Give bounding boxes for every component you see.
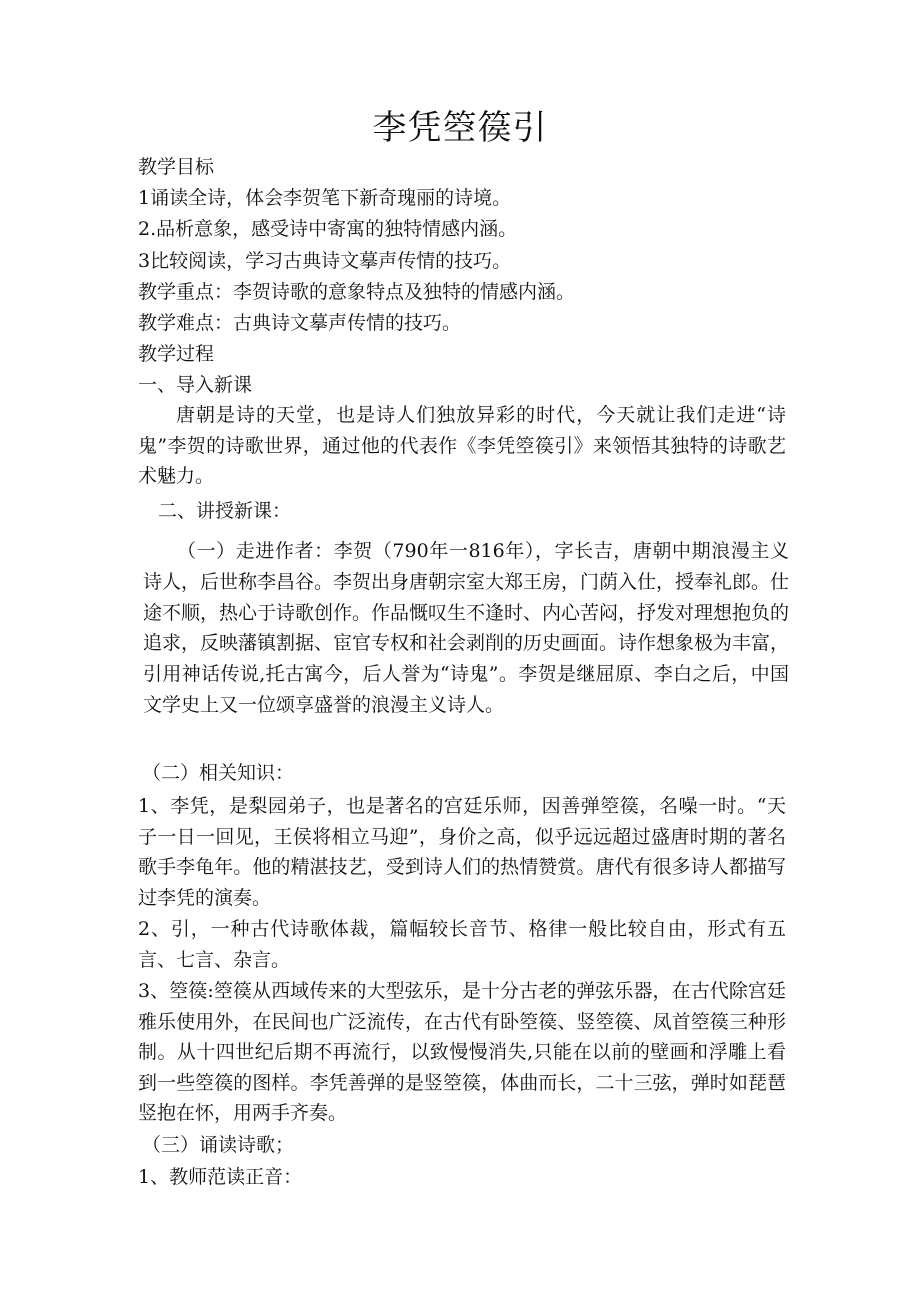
- section2-heading: 二、讲授新课：: [158, 500, 292, 522]
- process-heading: 教学过程: [138, 343, 215, 365]
- section1-body: 唐朝是诗的天堂，也是诗人们独放异彩的时代，今天就让我们走进“诗鬼”李贺的诗歌世界，通过他的代表作《李凭箜篌引》来领悟其独特的诗歌艺术魅力。: [138, 404, 786, 487]
- knowledge-item-3: 3、箜篌:箜篌从西域传来的大型弦乐，是十分古老的弹弦乐器，在古代除宫廷雅乐使用外，在民间也广泛流传，在古代有卧箜篌、竖箜篌、凤首箜篌三种形制。从十四世纪后期不再流行，以致慢慢消失,只能在以前的壁画和浮雕上看到一些箜篌的图样。李凭善弹的是竖箜篌，体曲而长，二十三弦，弹时如琵琶竖抱在怀，用两手齐奏。: [138, 980, 786, 1125]
- knowledge-heading: （二）相关知识：: [142, 762, 295, 784]
- key-point: 教学重点：李贺诗歌的意象特点及独特的情感内涵。: [138, 281, 576, 303]
- recite-step-1: 1、教师范读正音：: [138, 1166, 303, 1188]
- page-title: 李凭箜篌引: [372, 108, 548, 148]
- objective-item-3: 3比较阅读，学习古典诗文摹声传情的技巧。: [138, 250, 512, 272]
- recite-heading: （三）诵读诗歌；: [142, 1134, 295, 1156]
- objective-item-2: 2.品析意象，感受诗中寄寓的独特情感内涵。: [138, 218, 518, 240]
- objectives-heading: 教学目标: [138, 156, 215, 178]
- objective-item-1: 1诵读全诗，体会李贺笔下新奇瑰丽的诗境。: [138, 187, 512, 209]
- section1-heading: 一、导入新课: [138, 374, 253, 396]
- difficult-point: 教学难点：古典诗文摹声传情的技巧。: [138, 312, 462, 334]
- knowledge-item-1: 1、李凭，是梨园弟子，也是著名的宫廷乐师，因善弹箜篌，名噪一时。“天子一日一回见，王侯将相立马迎”，身价之高，似乎远远超过盛唐时期的著名歌手李龟年。他的精湛技艺，受到诗人们的热情赞赏。唐代有很多诗人都描写过李凭的演奏。: [138, 795, 786, 909]
- author-intro: （一）走进作者：李贺（790年一816年），字长吉，唐朝中期浪漫主义诗人，后世称李昌谷。李贺出身唐朝宗室大郑王房，门荫入仕，授奉礼郎。仕途不顺，热心于诗歌创作。作品慨叹生不逢时、内心苦闷，抒发对理想抱负的追求，反映藩镇割据、宦官专权和社会剥削的历史画面。诗作想象极为丰富，引用神话传说,托古寓今，后人誉为“诗鬼”。李贺是继屈原、李白之后，中国文学史上又一位颂享盛誉的浪漫主义诗人。: [143, 540, 790, 716]
- knowledge-item-2: 2、引，一种古代诗歌体裁，篇幅较长音节、格律一般比较自由，形式有五言、七言、杂言。: [138, 918, 786, 971]
